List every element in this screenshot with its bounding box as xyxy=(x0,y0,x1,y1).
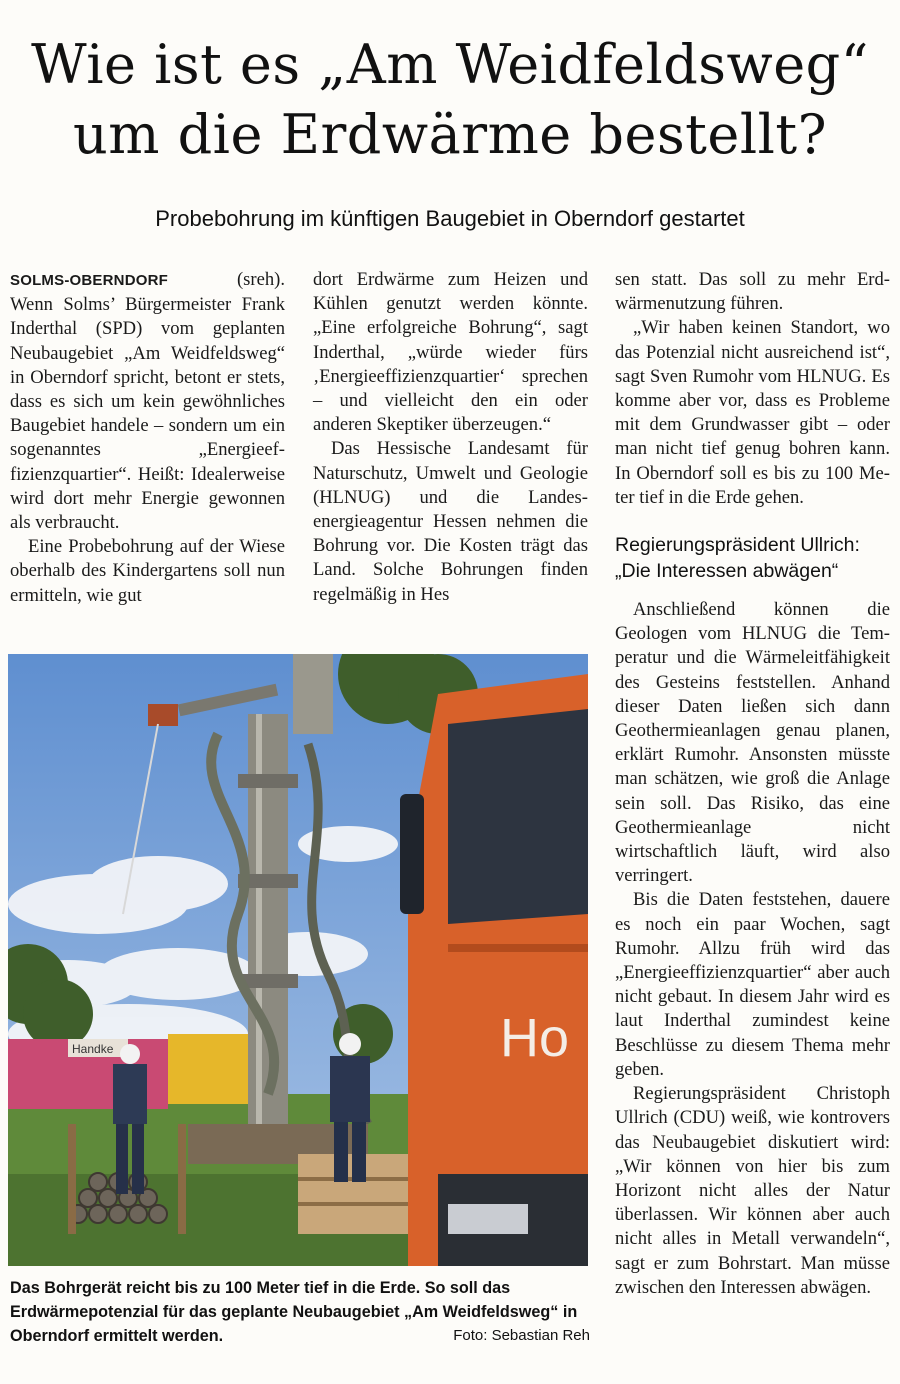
subheadline: Probebohrung im künftigen Baugebiet in Oberndorf gestartet xyxy=(155,206,745,231)
paragraph: Eine Probebohrung auf der Wiese oberhalb des Kindergartens soll nun ermitteln, wie gut xyxy=(10,536,285,606)
truck-lettering: Ho xyxy=(500,1008,570,1068)
paragraph: sen statt. Das soll zu mehr Erdwärmenutzung führen. xyxy=(615,269,890,315)
paragraph-text: (sreh). Wenn Solms’ Bürgermeister Frank Inderthal (SPD) vom geplanten Neubaugebiet „Am Weidfeldsweg“ in Oberndorf spricht, betont er stets, dass es sich um kein gewöhnliches Baugebiet handele – sondern um ein sogenanntes „Energieeffizienzquartier“. Heißt: Idealerweise wird dort mehr Energie gewonnen als verbraucht. xyxy=(10,269,285,534)
column-1 xyxy=(10,268,285,608)
paragraph xyxy=(10,268,285,535)
paragraph: dort Erdwärme zum Heizen und Kühlen genutzt werden könnte. „Eine erfolgreiche Bohrung“, sagt Inderthal, „würde wieder fürs ‚Energieeffizienzquartier‘ sprechen – und vielleicht den ein oder anderen Skeptiker überzeugen.“ xyxy=(313,269,588,436)
crosshead xyxy=(615,532,890,584)
caption-text: Das Bohrgerät reicht bis zu 100 Meter tief in die Erde. So soll das Erdwärmepotenzial für das geplante Neubaugebiet „Am Weidfeldsweg“ in Oberndorf ermittelt werden. xyxy=(10,1279,578,1345)
headline xyxy=(0,30,900,170)
headline-line-1: Wie ist es „Am Weidfeldsweg“ xyxy=(31,33,869,96)
dateline: SOLMS-OBERNDORF xyxy=(10,272,168,289)
paragraph: „Wir haben keinen Standort, wo das Potenzial nicht ausreichend ist“, sagt Sven Rumohr vom HLNUG. Es komme aber vor, dass es Probleme mit dem Grundwasser gibt – oder man nicht tief genug bohren kann. In Oberndorf soll es bis zu 100 Meter tief in die Erde gehen. xyxy=(615,317,890,508)
crosshead-line-2: „Die Interessen abwägen“ xyxy=(615,560,839,583)
photo-caption xyxy=(10,1276,590,1348)
photo-credit: Foto: Sebastian Reh xyxy=(453,1327,590,1344)
paragraph: Regierungspräsident Christoph Ullrich (CDU) weiß, wie kontrovers das Neubaugebiet diskutiert wird: „Wir können von hier bis zum Horizont nicht alles der Natur überlassen. Wir können aber auch nicht alles in Metall verwandeln“, sagt er zum Bohrstart. Man müsse zwischen den Interessen abwägen. xyxy=(615,1083,890,1298)
column-3 xyxy=(615,268,890,1300)
paragraph: Bis die Daten feststehen, dauere es noch ein paar Wochen, sagt Rumohr. Allzu früh wird das „Energieeffizienzquartier“ aber auch nicht gebaut. In diesem Jahr wird es laut Inderthal zumindest keine Beschlüsse zu diesem Thema mehr geben. xyxy=(615,889,890,1080)
paragraph: Das Hessische Landesamt für Naturschutz, Umwelt und Geologie (HLNUG) und die Landesenergieagentur Hessen nehmen die Bohrung vor. Die Kosten trägt das Land. Solche Bohrungen finden regelmäßig in Hes xyxy=(313,438,588,605)
news-photo xyxy=(8,654,588,1266)
drilling-rig-illustration xyxy=(8,654,588,1266)
container-label: Handke xyxy=(72,1042,114,1056)
paragraph: Anschließend können die Geologen vom HLNUG die Temperatur und die Wärmeleitfähigkeit des Gesteins feststellen. Anhand dieser Daten ließen sich dann Geothermieanlagen genau planen, erklärt Rumohr. Ansonsten müsste man schätzen, wie groß die Anlage sein soll. Das Risiko, das eine Geothermieanlage nicht wirtschaftlich läuft, wird also verringert. xyxy=(615,599,890,887)
crosshead-line-1: Regierungspräsident Ullrich: xyxy=(615,534,860,557)
column-2 xyxy=(313,268,588,607)
truck xyxy=(400,674,588,1266)
headline-line-2: um die Erdwärme bestellt? xyxy=(72,103,828,166)
